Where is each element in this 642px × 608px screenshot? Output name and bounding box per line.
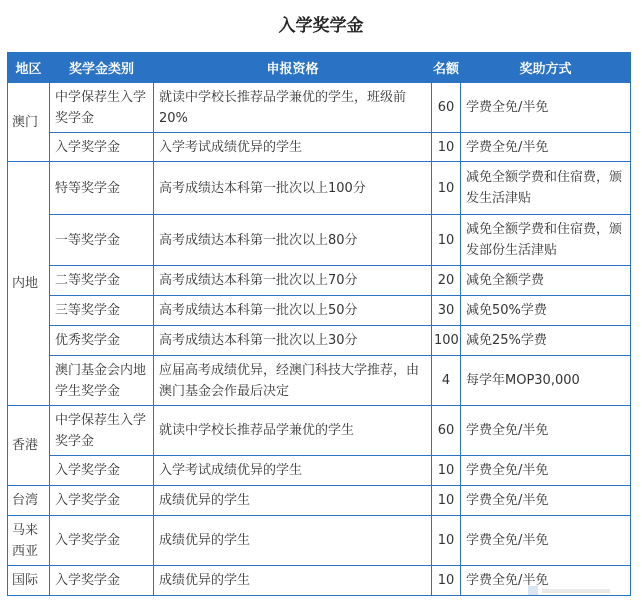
scholarship-table — [7, 52, 631, 596]
table-row — [8, 83, 631, 133]
quota-cell: 10 — [432, 566, 461, 596]
qualification-cell: 成绩优异的学生 — [154, 516, 432, 566]
quota-cell: 10 — [432, 162, 461, 215]
table-header-row — [8, 53, 631, 83]
quota-cell: 10 — [432, 215, 461, 266]
quota-cell: 30 — [432, 296, 461, 326]
award-cell: 学费全免/半免 — [461, 133, 631, 162]
quota-cell: 10 — [432, 486, 461, 516]
qualification-cell: 入学考试成绩优异的学生 — [154, 456, 432, 486]
table-row — [8, 266, 631, 296]
header-qualification: 申报资格 — [154, 53, 432, 83]
qualification-cell: 高考成绩达本科第一批次以上30分 — [154, 326, 432, 356]
qualification-cell: 高考成绩达本科第一批次以上80分 — [154, 215, 432, 266]
award-cell: 每学年MOP30,000 — [461, 356, 631, 406]
quota-cell: 10 — [432, 456, 461, 486]
category-cell: 澳门基金会内地学生奖学金 — [50, 356, 154, 406]
table-row — [8, 516, 631, 566]
award-cell: 减免全额学费和住宿费，颁发生活津贴 — [461, 162, 631, 215]
award-cell: 减免25%学费 — [461, 326, 631, 356]
quota-cell: 20 — [432, 266, 461, 296]
table-row — [8, 215, 631, 266]
category-cell: 一等奖学金 — [50, 215, 154, 266]
award-cell: 学费全免/半免 — [461, 486, 631, 516]
region-macau: 澳门 — [8, 83, 50, 162]
table-row — [8, 356, 631, 406]
award-cell: 减免50%学费 — [461, 296, 631, 326]
award-cell: 学费全免/半免 — [461, 83, 631, 133]
qualification-cell: 成绩优异的学生 — [154, 566, 432, 596]
award-cell: 减免全额学费 — [461, 266, 631, 296]
category-cell: 三等奖学金 — [50, 296, 154, 326]
table-row — [8, 326, 631, 356]
award-cell: 学费全免/半免 — [461, 456, 631, 486]
qualification-cell: 就读中学校长推荐品学兼优的学生 — [154, 406, 432, 456]
category-cell: 特等奖学金 — [50, 162, 154, 215]
category-cell: 入学奖学金 — [50, 516, 154, 566]
qualification-cell: 高考成绩达本科第一批次以上50分 — [154, 296, 432, 326]
category-cell: 入学奖学金 — [50, 456, 154, 486]
region-mainland: 内地 — [8, 162, 50, 406]
scholarship-table-container — [7, 52, 630, 596]
quota-cell: 60 — [432, 83, 461, 133]
qualification-cell: 就读中学校长推荐品学兼优的学生，班级前20% — [154, 83, 432, 133]
region-international: 国际 — [8, 566, 50, 596]
table-row — [8, 296, 631, 326]
table-row — [8, 456, 631, 486]
table-row — [8, 162, 631, 215]
page-title: 入学奖学金 — [278, 16, 364, 36]
category-cell: 优秀奖学金 — [50, 326, 154, 356]
qualification-cell: 高考成绩达本科第一批次以上100分 — [154, 162, 432, 215]
header-category: 奖学金类别 — [50, 53, 154, 83]
header-region: 地区 — [8, 53, 50, 83]
header-award: 奖助方式 — [461, 53, 631, 83]
quota-cell: 10 — [432, 133, 461, 162]
region-hongkong: 香港 — [8, 406, 50, 486]
quota-cell: 100 — [432, 326, 461, 356]
quota-cell: 60 — [432, 406, 461, 456]
region-taiwan: 台湾 — [8, 486, 50, 516]
category-cell: 中学保荐生入学奖学金 — [50, 83, 154, 133]
region-malaysia: 马来西亚 — [8, 516, 50, 566]
award-cell: 学费全免/半免 — [461, 566, 631, 596]
category-cell: 入学奖学金 — [50, 486, 154, 516]
award-cell: 减免全额学费和住宿费，颁发部份生活津贴 — [461, 215, 631, 266]
table-row — [8, 406, 631, 456]
qualification-cell: 应届高考成绩优异，经澳门科技大学推荐，由澳门基金会作最后决定 — [154, 356, 432, 406]
table-row — [8, 486, 631, 516]
table-row — [8, 133, 631, 162]
header-quota: 名额 — [432, 53, 461, 83]
category-cell: 入学奖学金 — [50, 133, 154, 162]
qualification-cell: 成绩优异的学生 — [154, 486, 432, 516]
category-cell: 入学奖学金 — [50, 566, 154, 596]
category-cell: 二等奖学金 — [50, 266, 154, 296]
award-cell: 学费全免/半免 — [461, 406, 631, 456]
watermark-logo — [528, 584, 612, 598]
quota-cell: 10 — [432, 516, 461, 566]
category-cell: 中学保荐生入学奖学金 — [50, 406, 154, 456]
award-cell: 学费全免/半免 — [461, 516, 631, 566]
quota-cell: 4 — [432, 356, 461, 406]
qualification-cell: 高考成绩达本科第一批次以上70分 — [154, 266, 432, 296]
qualification-cell: 入学考试成绩优异的学生 — [154, 133, 432, 162]
